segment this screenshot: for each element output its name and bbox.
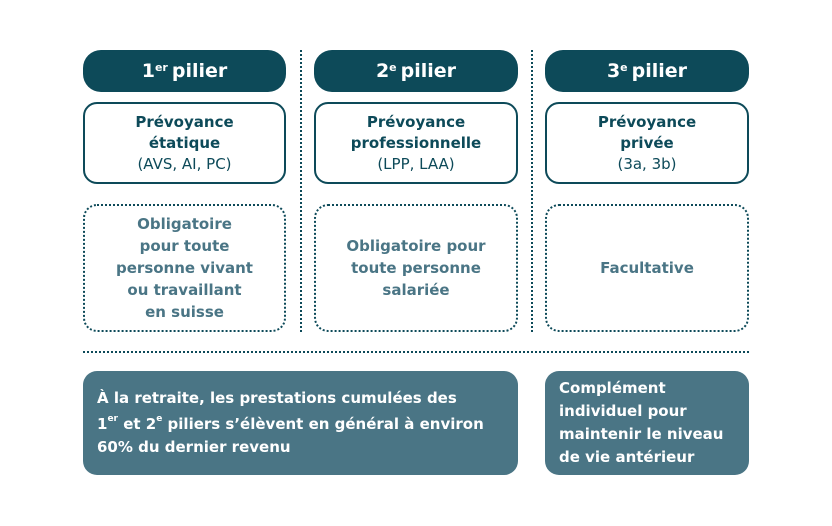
- pillar-1-title-line-2: étatique: [148, 133, 221, 152]
- pillar-3-number: 3: [606, 60, 621, 82]
- pillar-2-title-line-2: professionnelle: [350, 133, 482, 152]
- pillar-2-obligation: Obligatoire pour toute personne salariée: [314, 204, 518, 332]
- column-divider-2: [531, 50, 533, 332]
- pillar-3-title-line-1: Prévoyance: [597, 112, 697, 131]
- pillar-1-label: pilier: [171, 60, 228, 82]
- pillar-2-number: 2: [375, 60, 390, 82]
- retirement-note-line-1: À la retraite, les prestations cumulées des: [97, 389, 457, 407]
- pillar-1-header: [83, 50, 286, 92]
- pillar-3-label: pilier: [631, 60, 688, 82]
- pillar-2-provision-box: [314, 102, 518, 184]
- section-divider: [83, 351, 749, 353]
- complement-note: Complément individuel pour maintenir le niveau de vie antérieur: [545, 371, 749, 475]
- pillar-2-header: [314, 50, 518, 92]
- pillar-1-subtitle: (AVS, AI, PC): [137, 154, 232, 173]
- retirement-note-line-3: 60% du dernier revenu: [97, 438, 291, 456]
- retirement-note-sup-2: e: [156, 414, 163, 424]
- pillar-2-suffix: e: [389, 60, 397, 74]
- pillar-1-title-line-1: Prévoyance: [135, 112, 234, 131]
- pillar-3-subtitle: (3a, 3b): [617, 154, 677, 173]
- pillar-2-subtitle: (LPP, LAA): [377, 154, 455, 173]
- retirement-note-sup-1: er: [107, 414, 118, 424]
- pillar-2-title-line-1: Prévoyance: [366, 112, 466, 131]
- pillar-3-suffix: e: [620, 60, 628, 74]
- pillar-2-label: pilier: [400, 60, 457, 82]
- column-divider-1: [300, 50, 302, 332]
- pillar-1-number: 1: [141, 60, 155, 82]
- pillar-1-obligation: Obligatoire pour toute personne vivant ou travaillant en suisse: [83, 204, 286, 332]
- pillar-1-provision-box: [83, 102, 286, 184]
- pillar-3-obligation: Facultative: [545, 204, 749, 332]
- pillar-3-header: [545, 50, 749, 92]
- pillar-3-title-line-2: privée: [620, 133, 674, 152]
- retirement-note-line-2-rest: piliers s’élèvent en général à environ: [162, 415, 484, 433]
- pillar-1-suffix: er: [154, 60, 168, 74]
- retirement-note-line-2: 1er et 2e piliers s’élèvent en général à environ: [97, 414, 484, 433]
- pillar-3-provision-box: [545, 102, 749, 184]
- retirement-note-and: et 2: [117, 415, 157, 433]
- retirement-note: [83, 371, 518, 475]
